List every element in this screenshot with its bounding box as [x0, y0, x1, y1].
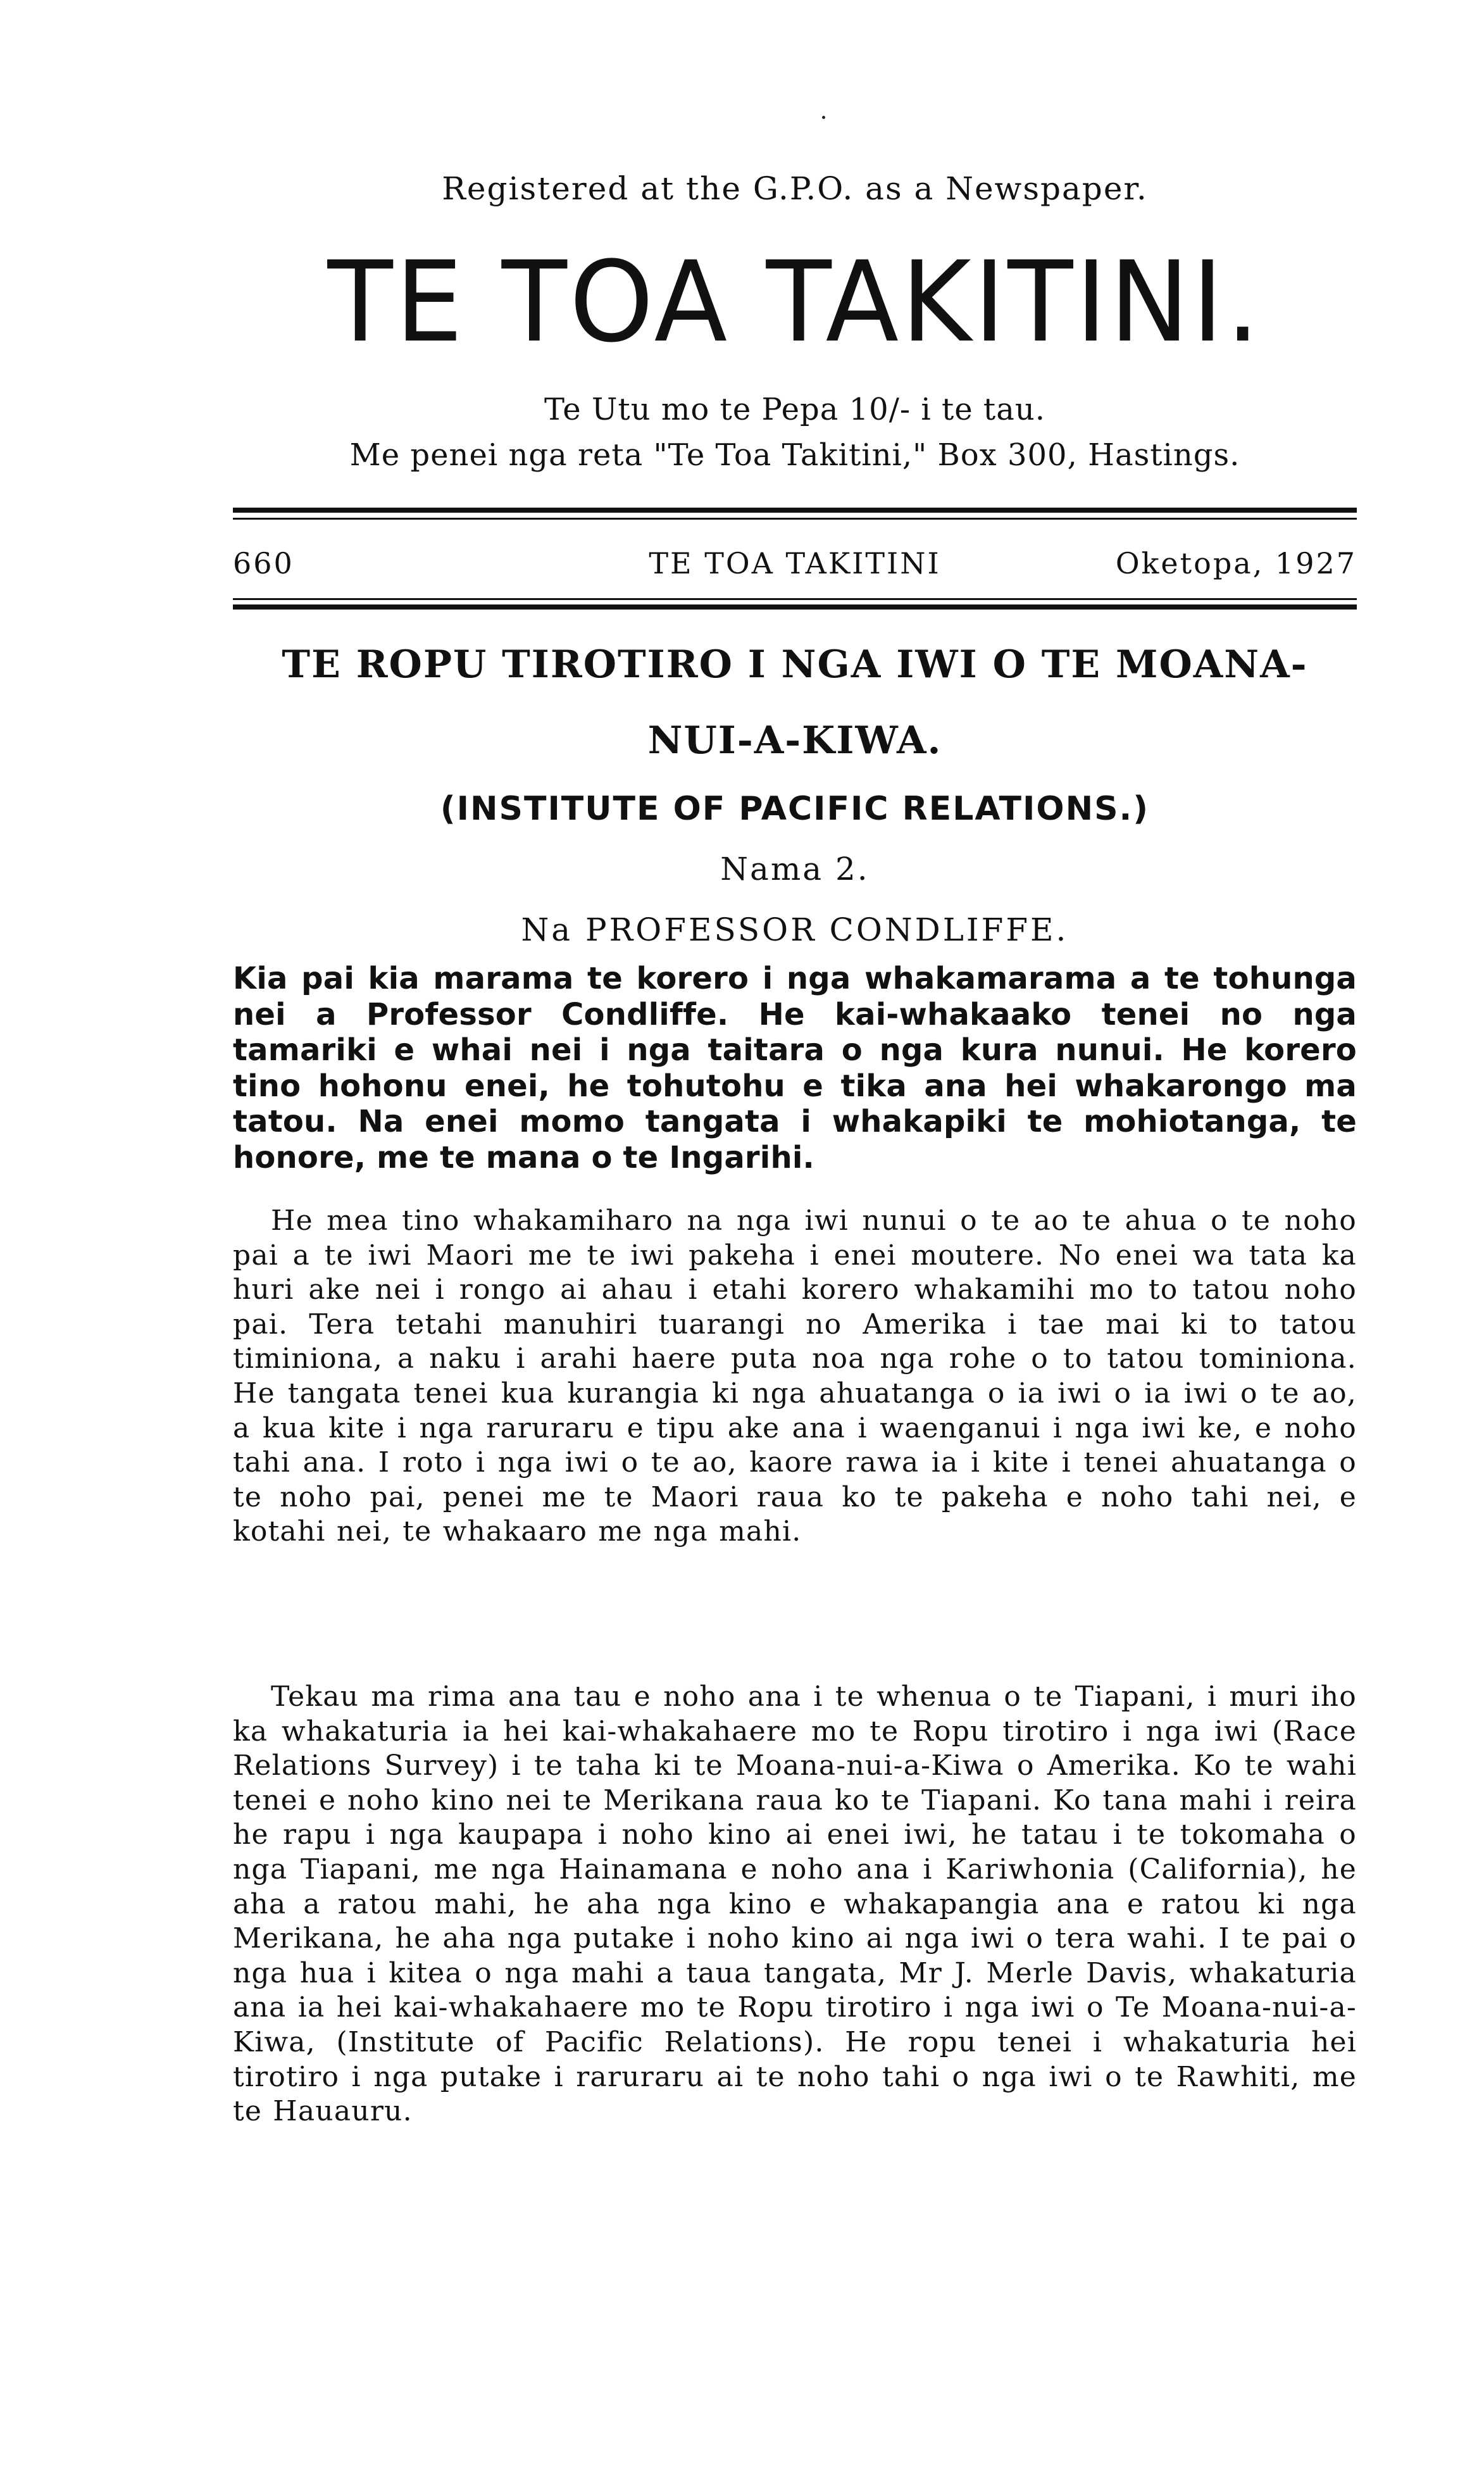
page-number: 660 — [233, 546, 294, 580]
article-title-line-1: TE ROPU TIROTIRO I NGA IWI O TE MOANA- — [282, 642, 1308, 687]
masthead-rule-thick — [233, 508, 1357, 513]
article-paragraph: Tekau ma rima ana tau e noho ana i te whenua o te Tiapani, i muri iho ka whakaturia ia hei kai-whakahaere mo te Ropu tirotiro i nga iwi (Race Relations Survey) i te taha ki te Moana-nui-a-Kiwa o Amerika. Ko te wahi tenei e noho kino nei te Merikana raua ko te Tiapani. Ko tana mahi i reira he rapu i nga kaupapa i noho kino ai enei iwi, he tatau i te tokomaha o nga Tiapani, me nga Hainamana e noho ana i Kariwhonia (California), he aha a ratou mahi, he aha nga kino e whakapangia ana e ratou ki nga Merikana, he aha nga putake i noho kino ai nga iwi o tera wahi. I te pai o nga hua i kitea o nga mahi a taua tangata, Mr J. Merle Davis, whakaturia ana ia hei kai-whakahaere mo te Ropu tirotiro i nga iwi o Te Moana-nui-a-Kiwa, (Institute of Pacific Relations). He ropu tenei i whakaturia hei tirotiro i nga putake i raruraru ai te noho tahi o nga iwi o te Rawhiti, me te Hauauru. — [233, 1680, 1357, 2128]
running-head-rule-thin — [233, 598, 1357, 600]
running-head — [233, 541, 1357, 585]
article-subtitle: (INSTITUTE OF PACIFIC RELATIONS.) — [440, 790, 1150, 828]
print-speck — [822, 116, 825, 119]
running-head-rule-thick — [233, 604, 1357, 610]
running-title: TE TOA TAKITINI — [649, 546, 941, 580]
article-intro: Kia pai kia marama te korero i nga whakamarama a te tohunga nei a Professor Condliffe. He kai-whakaako tenei no nga tamariki e whai nei i nga taitara o nga kura nunui. He korero tino hohonu enei, he tohutohu e tika ana hei whakarongo ma tatou. Na enei momo tangata i whakapiki te mohiotanga, te honore, me te mana o te Ingarihi. — [233, 961, 1357, 1175]
issue-date: Oketopa, 1927 — [1115, 546, 1357, 580]
registration-notice: Registered at the G.P.O. as a Newspaper. — [442, 170, 1148, 207]
masthead-rule-thin — [233, 518, 1357, 520]
postal-address: Me penei nga reta "Te Toa Takitini," Box 300, Hastings. — [349, 437, 1240, 473]
article-part-number: Nama 2. — [720, 851, 870, 887]
article-title-line-2: NUI-A-KIWA. — [647, 718, 942, 763]
article-byline: Na PROFESSOR CONDLIFFE. — [521, 911, 1069, 948]
article-paragraph: He mea tino whakamiharo na nga iwi nunui o te ao te ahua o te noho pai a te iwi Maori me te iwi pakeha i enei moutere. No enei wa tata ka huri ake nei i rongo ai ahau i etahi korero whakamihi mo to tatou noho pai. Tera tetahi manuhiri tuarangi no Amerika i tae mai ki to tatou timiniona, a naku i arahi haere puta noa nga rohe o to tatou tominiona. He tangata tenei kua kurangia ki nga ahuatanga o ia iwi o ia iwi o te ao, a kua kite i nga raruraru e tipu ake ana i waenganui i nga iwi ke, e noho tahi ana. I roto i nga iwi o te ao, kaore rawa ia i kite i tenei ahuatanga o te noho pai, penei me te Maori raua ko te pakeha e noho tahi nei, e kotahi nei, te whakaaro me nga mahi. — [233, 1205, 1357, 1548]
subscription-price: Te Utu mo te Pepa 10/- i te tau. — [544, 392, 1045, 427]
masthead: TE TOA TAKITINI. — [327, 237, 1263, 367]
